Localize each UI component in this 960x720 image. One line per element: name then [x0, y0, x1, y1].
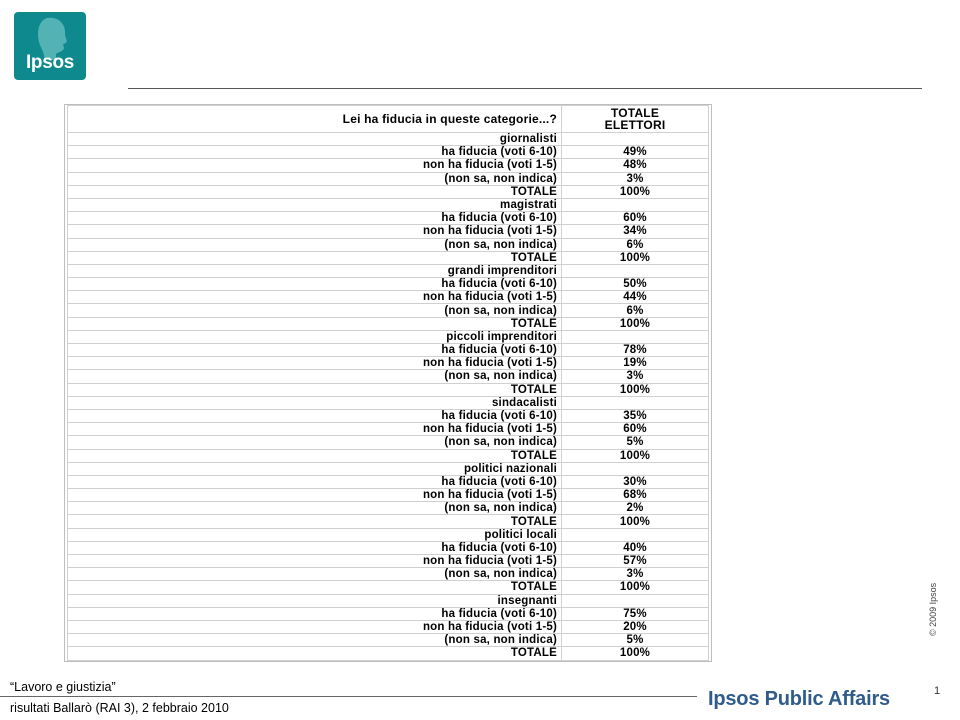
footer-title: “Lavoro e giustizia” — [10, 680, 116, 694]
column-header — [562, 106, 709, 133]
row-value: 100% — [562, 185, 709, 198]
row-label: ha fiducia (voti 6-10) — [68, 409, 562, 422]
category-empty-cell — [562, 264, 709, 277]
row-value: 44% — [562, 291, 709, 304]
ipsos-logo — [14, 12, 86, 80]
category-empty-cell — [562, 133, 709, 146]
table-row — [68, 383, 709, 396]
category-label: grandi imprenditori — [68, 264, 562, 277]
row-value: 48% — [562, 159, 709, 172]
row-label: non ha fiducia (voti 1-5) — [68, 357, 562, 370]
table-row — [68, 449, 709, 462]
table-row — [68, 304, 709, 317]
table-row — [68, 370, 709, 383]
row-value: 68% — [562, 489, 709, 502]
row-label: non ha fiducia (voti 1-5) — [68, 225, 562, 238]
row-value: 78% — [562, 344, 709, 357]
table-header-row — [68, 106, 709, 133]
category-empty-cell — [562, 396, 709, 409]
row-label: non ha fiducia (voti 1-5) — [68, 489, 562, 502]
category-row — [68, 594, 709, 607]
row-value: 30% — [562, 475, 709, 488]
row-label: (non sa, non indica) — [68, 568, 562, 581]
row-value: 34% — [562, 225, 709, 238]
category-label: politici locali — [68, 528, 562, 541]
row-label: TOTALE — [68, 317, 562, 330]
table-row — [68, 159, 709, 172]
row-label: non ha fiducia (voti 1-5) — [68, 159, 562, 172]
column-header-line2: ELETTORI — [604, 118, 666, 132]
row-value: 5% — [562, 634, 709, 647]
category-row — [68, 133, 709, 146]
table-row — [68, 541, 709, 554]
table-row — [68, 317, 709, 330]
row-label: ha fiducia (voti 6-10) — [68, 541, 562, 554]
page-number: 1 — [934, 685, 941, 697]
row-label: TOTALE — [68, 449, 562, 462]
survey-table — [64, 104, 712, 662]
row-label: (non sa, non indica) — [68, 634, 562, 647]
row-label: TOTALE — [68, 185, 562, 198]
table-row — [68, 344, 709, 357]
category-label: magistrati — [68, 198, 562, 211]
row-label: TOTALE — [68, 581, 562, 594]
table-row — [68, 357, 709, 370]
table-row — [68, 291, 709, 304]
category-label: insegnanti — [68, 594, 562, 607]
row-value: 2% — [562, 502, 709, 515]
table-row — [68, 185, 709, 198]
table-row — [68, 607, 709, 620]
row-value: 49% — [562, 146, 709, 159]
row-value: 100% — [562, 647, 709, 660]
footer-divider — [0, 696, 697, 697]
row-label: (non sa, non indica) — [68, 502, 562, 515]
row-value: 6% — [562, 238, 709, 251]
row-label: TOTALE — [68, 515, 562, 528]
table-row — [68, 620, 709, 633]
table-row — [68, 225, 709, 238]
row-value: 6% — [562, 304, 709, 317]
copyright-notice: © 2009 Ipsos — [928, 582, 938, 636]
row-value: 3% — [562, 370, 709, 383]
table-row — [68, 489, 709, 502]
category-empty-cell — [562, 528, 709, 541]
table-row — [68, 251, 709, 264]
row-value: 57% — [562, 555, 709, 568]
row-label: (non sa, non indica) — [68, 238, 562, 251]
table-row — [68, 212, 709, 225]
table-row — [68, 475, 709, 488]
table-row — [68, 238, 709, 251]
row-label: non ha fiducia (voti 1-5) — [68, 555, 562, 568]
row-label: ha fiducia (voti 6-10) — [68, 475, 562, 488]
row-label: (non sa, non indica) — [68, 436, 562, 449]
row-label: non ha fiducia (voti 1-5) — [68, 291, 562, 304]
table-row — [68, 423, 709, 436]
category-row — [68, 264, 709, 277]
category-empty-cell — [562, 330, 709, 343]
category-row — [68, 198, 709, 211]
row-value: 19% — [562, 357, 709, 370]
row-label: TOTALE — [68, 647, 562, 660]
question-header: Lei ha fiducia in queste categorie...? — [68, 106, 562, 133]
category-label: sindacalisti — [68, 396, 562, 409]
row-value: 40% — [562, 541, 709, 554]
category-row — [68, 330, 709, 343]
top-divider — [128, 88, 922, 89]
row-value: 3% — [562, 172, 709, 185]
row-label: (non sa, non indica) — [68, 304, 562, 317]
row-label: (non sa, non indica) — [68, 172, 562, 185]
category-row — [68, 396, 709, 409]
row-value: 75% — [562, 607, 709, 620]
row-value: 100% — [562, 317, 709, 330]
row-label: ha fiducia (voti 6-10) — [68, 344, 562, 357]
row-value: 100% — [562, 251, 709, 264]
table-row — [68, 555, 709, 568]
table-row — [68, 436, 709, 449]
row-label: ha fiducia (voti 6-10) — [68, 278, 562, 291]
row-value: 100% — [562, 383, 709, 396]
brand-name: Ipsos Public Affairs — [708, 688, 890, 710]
row-label: (non sa, non indica) — [68, 370, 562, 383]
row-value: 100% — [562, 581, 709, 594]
row-label: ha fiducia (voti 6-10) — [68, 146, 562, 159]
row-value: 3% — [562, 568, 709, 581]
table-row — [68, 409, 709, 422]
row-value: 35% — [562, 409, 709, 422]
row-value: 100% — [562, 515, 709, 528]
table-row — [68, 146, 709, 159]
row-value: 60% — [562, 212, 709, 225]
category-empty-cell — [562, 594, 709, 607]
category-row — [68, 462, 709, 475]
table-row — [68, 581, 709, 594]
table-row — [68, 634, 709, 647]
row-value: 5% — [562, 436, 709, 449]
row-label: TOTALE — [68, 383, 562, 396]
row-value: 100% — [562, 449, 709, 462]
category-row — [68, 528, 709, 541]
row-label: non ha fiducia (voti 1-5) — [68, 423, 562, 436]
row-value: 20% — [562, 620, 709, 633]
table-row — [68, 172, 709, 185]
logo-text: Ipsos — [25, 52, 75, 73]
row-label: non ha fiducia (voti 1-5) — [68, 620, 562, 633]
row-label: ha fiducia (voti 6-10) — [68, 607, 562, 620]
footer-subtitle: risultati Ballarò (RAI 3), 2 febbraio 2010 — [10, 701, 229, 715]
row-label: TOTALE — [68, 251, 562, 264]
table-row — [68, 568, 709, 581]
table-row — [68, 647, 709, 660]
table-row — [68, 278, 709, 291]
column-header-line1: TOTALE — [610, 106, 660, 120]
row-value: 60% — [562, 423, 709, 436]
table-row — [68, 502, 709, 515]
category-label: piccoli imprenditori — [68, 330, 562, 343]
category-label: giornalisti — [68, 133, 562, 146]
row-label: ha fiducia (voti 6-10) — [68, 212, 562, 225]
category-empty-cell — [562, 198, 709, 211]
table-row — [68, 515, 709, 528]
category-label: politici nazionali — [68, 462, 562, 475]
row-value: 50% — [562, 278, 709, 291]
category-empty-cell — [562, 462, 709, 475]
